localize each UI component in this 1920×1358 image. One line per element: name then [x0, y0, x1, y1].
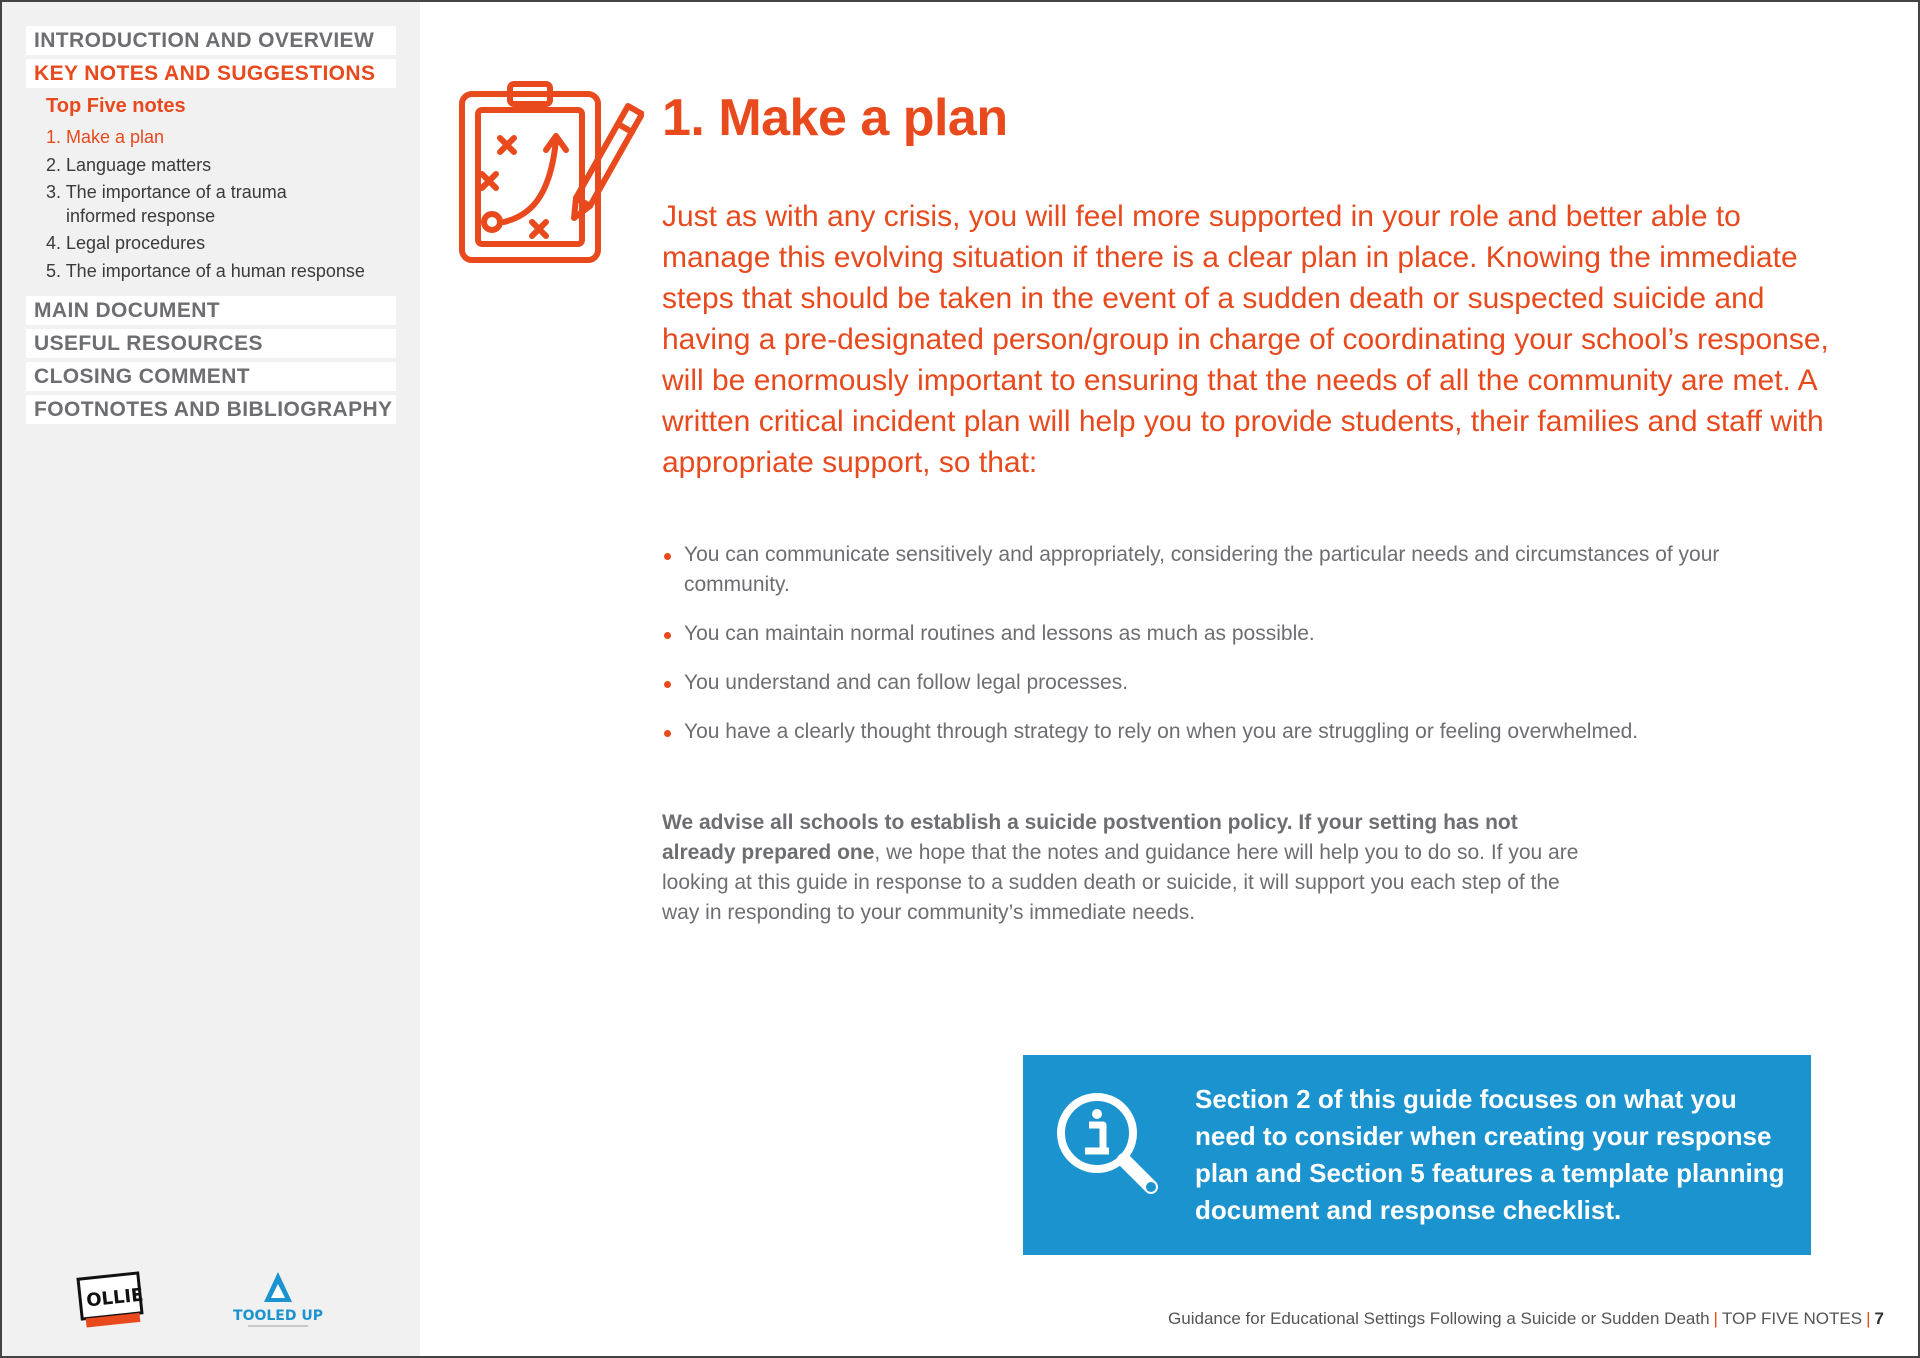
list-item — [662, 540, 1802, 600]
sub-nav-language-matters[interactable]: 2. Language matters — [46, 155, 212, 175]
sub-nav-make-a-plan[interactable]: 1. Make a plan — [46, 127, 165, 147]
svg-text:TOOLED UP: TOOLED UP — [233, 1308, 323, 1324]
page-footer — [1168, 1309, 1884, 1329]
advice-paragraph — [662, 808, 1582, 928]
sub-nav-legal-procedures[interactable]: 4. Legal procedures — [46, 233, 206, 253]
nav-main-document[interactable]: MAIN DOCUMENT — [26, 296, 396, 325]
page-number: 7 — [1874, 1309, 1884, 1328]
partner-logos — [70, 1264, 370, 1334]
nav-introduction[interactable]: INTRODUCTION AND OVERVIEW — [26, 26, 396, 55]
nav-closing-comment[interactable]: CLOSING COMMENT — [26, 362, 396, 391]
footer-section: TOP FIVE NOTES — [1721, 1309, 1863, 1328]
bullet-dot — [664, 681, 671, 688]
sidebar — [2, 2, 420, 1356]
bullet-list — [662, 540, 1802, 766]
sub-nav-human-response[interactable]: 5. The importance of a human response — [46, 261, 365, 281]
footer-separator: | — [1713, 1309, 1718, 1328]
nav-key-notes[interactable]: KEY NOTES AND SUGGESTIONS — [26, 59, 396, 88]
sub-nav-trauma-informed-cont[interactable]: informed response — [66, 206, 216, 226]
advice-bold-text: We advise all schools to establish a suicide postvention policy. If your setting has not already prepared one — [662, 811, 1518, 864]
footer-doc-title: Guidance for Educational Settings Following a Suicide or Sudden Death — [1168, 1309, 1710, 1328]
list-item-text: You can communicate sensitively and appropriately, considering the particular needs and circumstances of your community. — [684, 543, 1720, 596]
sub-nav-title[interactable]: Top Five notes — [46, 95, 186, 117]
info-callout-text: Section 2 of this guide focuses on what you need to consider when creating your response plan and Section 5 features a template planning document and response checklist. — [1195, 1084, 1785, 1225]
list-item — [662, 717, 1802, 747]
ollie-foundation-logo — [76, 1270, 146, 1332]
info-magnifier-icon — [1053, 1089, 1163, 1199]
nav-useful-resources[interactable]: USEFUL RESOURCES — [26, 329, 396, 358]
list-item-text: You have a clearly thought through strategy to rely on when you are struggling or feeling overwhelmed. — [684, 720, 1639, 743]
bullet-dot — [664, 553, 671, 560]
list-item-text: You understand and can follow legal processes. — [684, 671, 1129, 694]
footer-separator: | — [1866, 1309, 1871, 1328]
svg-text:OLLIE: OLLIE — [85, 1284, 145, 1312]
advice-text: , we hope that the notes and guidance here will help you to do so. If you are looking at this guide in response to a sudden death or suicide, it will support you each step of the way in responding to your community’s immediate needs. — [662, 841, 1579, 924]
bullet-dot — [664, 632, 671, 639]
sub-nav-trauma-informed[interactable]: 3. The importance of a trauma — [46, 182, 287, 202]
lead-paragraph: Just as with any crisis, you will feel more supported in your role and better able to manage this evolving situation if there is a clear plan in place. Knowing the immediate steps that should be taken in the event of a sudden death or suspected suicide and having a pre-designated person/group in charge of coordinating your school’s response, will be enormously important to ensuring that the needs of all the community are met. A written critical incident plan will help you to provide students, their families and staff with appropriate support, so that: — [662, 200, 1829, 479]
list-item-text: You can maintain normal routines and lessons as much as possible. — [684, 622, 1315, 645]
nav-footnotes[interactable]: FOOTNOTES AND BIBLIOGRAPHY — [26, 395, 396, 424]
page-title: 1. Make a plan — [662, 89, 1008, 147]
info-callout — [1023, 1055, 1811, 1255]
bullet-dot — [664, 730, 671, 737]
list-item — [662, 619, 1802, 649]
list-item — [662, 668, 1802, 698]
clipboard-plan-icon — [458, 80, 644, 266]
tooled-up-logo — [218, 1268, 338, 1332]
